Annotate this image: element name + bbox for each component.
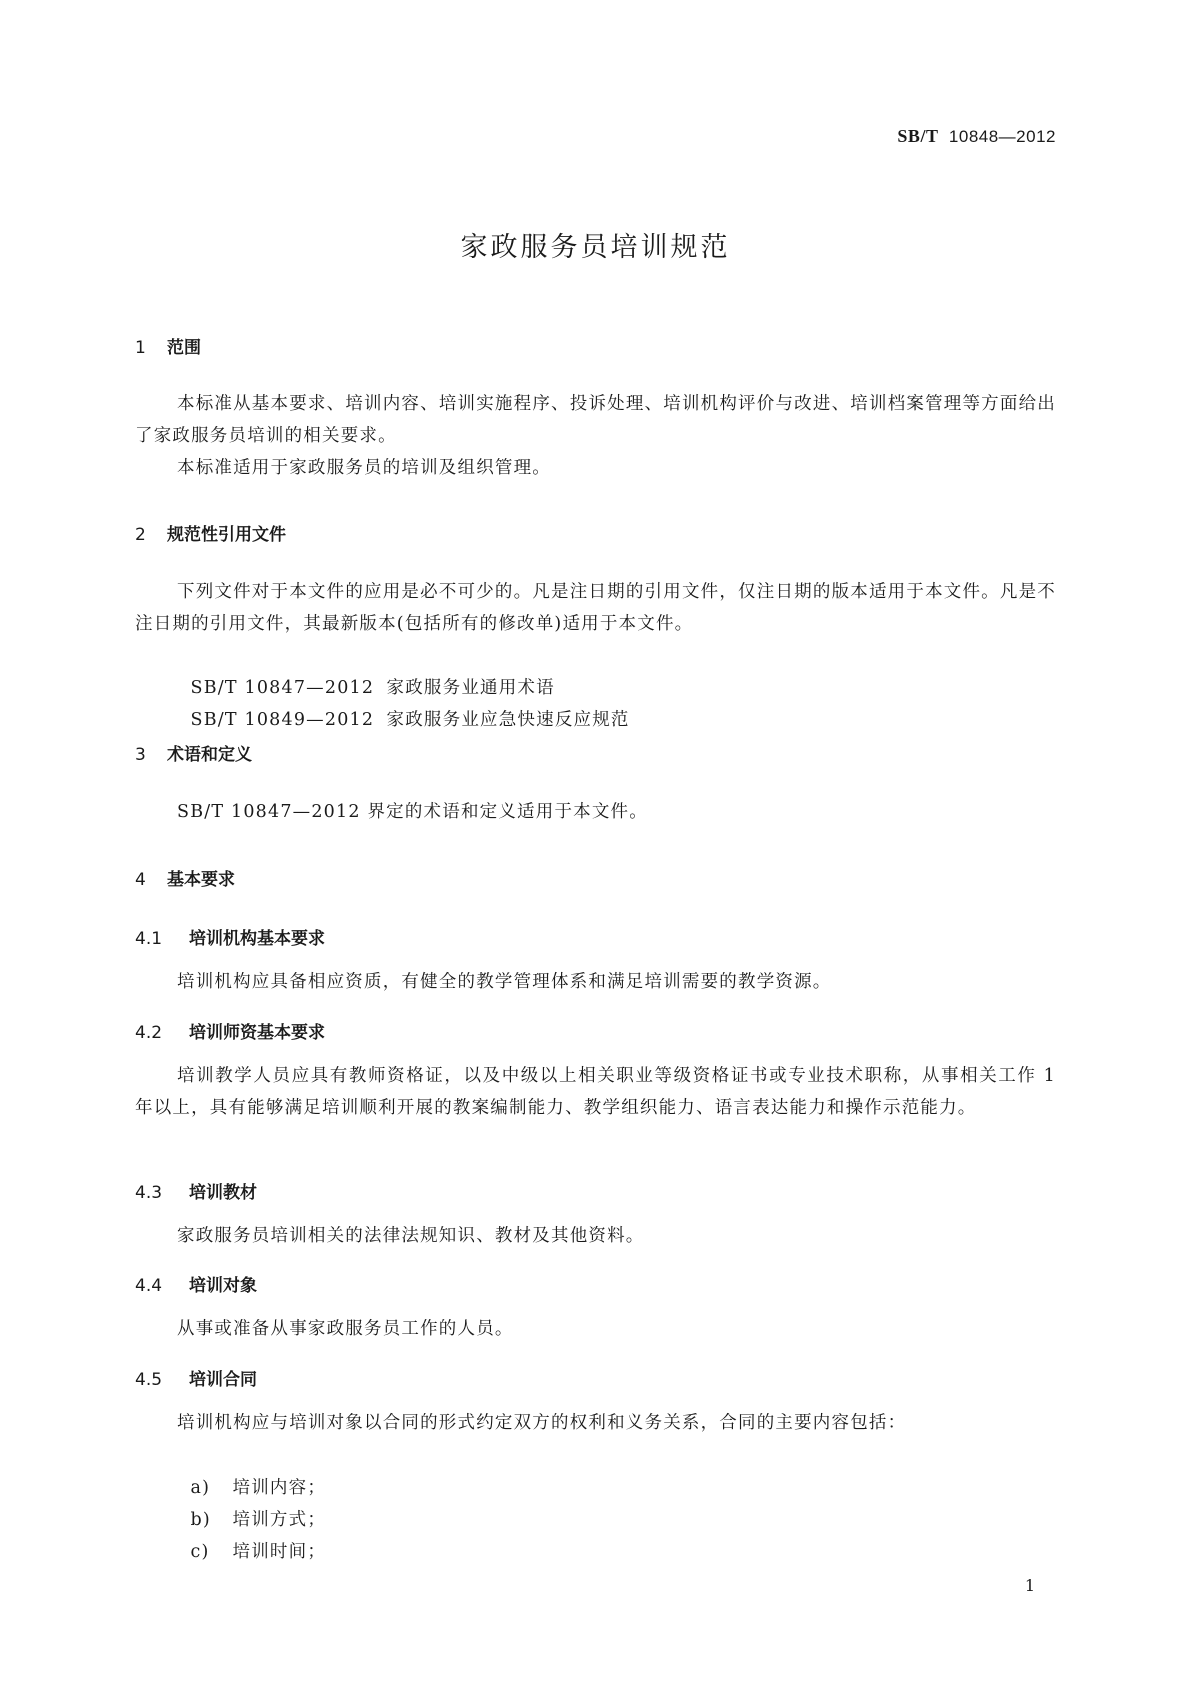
reference-code: SB/T 10849—2012 xyxy=(190,710,375,730)
section-1-paragraph-1: 本标准从基本要求、培训内容、培训实施程序、投诉处理、培训机构评价与改进、培训档案管理等方面给出了家政服务员培训的相关要求。 xyxy=(135,394,1056,446)
subsection-4-4-paragraph: 从事或准备从事家政服务员工作的人员。 xyxy=(177,1319,514,1339)
list-marker: a) xyxy=(190,1478,211,1498)
standard-code-prefix: SB/T xyxy=(897,126,939,146)
page-number: 1 xyxy=(1024,1576,1035,1595)
subsection-4-5-heading xyxy=(135,1365,257,1390)
section-3-paragraph: SB/T 10847—2012 界定的术语和定义适用于本文件。 xyxy=(177,802,648,822)
section-number: 3 xyxy=(135,745,146,765)
subsection-title: 培训师资基本要求 xyxy=(189,1023,325,1043)
subsection-4-2-paragraph: 培训教学人员应具有教师资格证，以及中级以上相关职业等级资格证书或专业技术职称，从事相关工作 1 年以上，具有能够满足培训顺利开展的教案编制能力、教学组织能力、语言表达能力和操作示范能力。 xyxy=(135,1066,1056,1118)
subsection-number: 4.2 xyxy=(135,1023,163,1043)
section-title: 规范性引用文件 xyxy=(167,525,286,545)
subsection-number: 4.1 xyxy=(135,929,163,949)
section-1-paragraph-2: 本标准适用于家政服务员的培训及组织管理。 xyxy=(177,458,551,478)
subsection-title: 培训机构基本要求 xyxy=(189,929,325,949)
standard-code xyxy=(897,126,1056,147)
section-4-heading xyxy=(135,865,235,890)
subsection-4-2-heading xyxy=(135,1018,325,1043)
subsection-number: 4.5 xyxy=(135,1370,163,1390)
section-3-heading xyxy=(135,740,252,765)
section-2-heading xyxy=(135,520,286,545)
subsection-title: 培训教材 xyxy=(189,1183,257,1203)
subsection-title: 培训对象 xyxy=(189,1276,257,1296)
section-title: 基本要求 xyxy=(167,870,235,890)
subsection-4-3-heading xyxy=(135,1178,257,1203)
subsection-number: 4.4 xyxy=(135,1276,163,1296)
section-number: 4 xyxy=(135,870,146,890)
reference-code: SB/T 10847—2012 xyxy=(190,678,375,698)
section-2-paragraph: 下列文件对于本文件的应用是必不可少的。凡是注日期的引用文件，仅注日期的版本适用于本文件。凡是不注日期的引用文件，其最新版本(包括所有的修改单)适用于本文件。 xyxy=(135,582,1056,634)
reference-name: 家政服务业应急快速反应规范 xyxy=(386,710,630,730)
standard-code-number: 10848—2012 xyxy=(948,127,1056,146)
normative-reference xyxy=(177,672,630,736)
section-number: 1 xyxy=(135,338,146,358)
document-title: 家政服务员培训规范 xyxy=(460,232,731,263)
list-marker: b) xyxy=(190,1510,211,1530)
list-item xyxy=(177,1504,326,1568)
list-text: 培训内容； xyxy=(232,1478,327,1498)
reference-name: 家政服务业通用术语 xyxy=(386,678,555,698)
section-1-heading xyxy=(135,333,201,358)
subsection-4-1-heading xyxy=(135,924,325,949)
list-marker: c) xyxy=(190,1542,210,1562)
subsection-4-3-paragraph: 家政服务员培训相关的法律法规知识、教材及其他资料。 xyxy=(177,1226,645,1246)
list-text: 培训时间； xyxy=(232,1542,327,1562)
subsection-4-4-heading xyxy=(135,1271,257,1296)
subsection-title: 培训合同 xyxy=(189,1370,257,1390)
list-text: 培训方式； xyxy=(232,1510,327,1530)
subsection-number: 4.3 xyxy=(135,1183,163,1203)
section-title: 范围 xyxy=(167,338,201,358)
section-title: 术语和定义 xyxy=(167,745,252,765)
subsection-4-1-paragraph: 培训机构应具备相应资质，有健全的教学管理体系和满足培训需要的教学资源。 xyxy=(177,972,832,992)
section-number: 2 xyxy=(135,525,146,545)
subsection-4-5-paragraph: 培训机构应与培训对象以合同的形式约定双方的权利和义务关系，合同的主要内容包括： xyxy=(177,1413,907,1433)
